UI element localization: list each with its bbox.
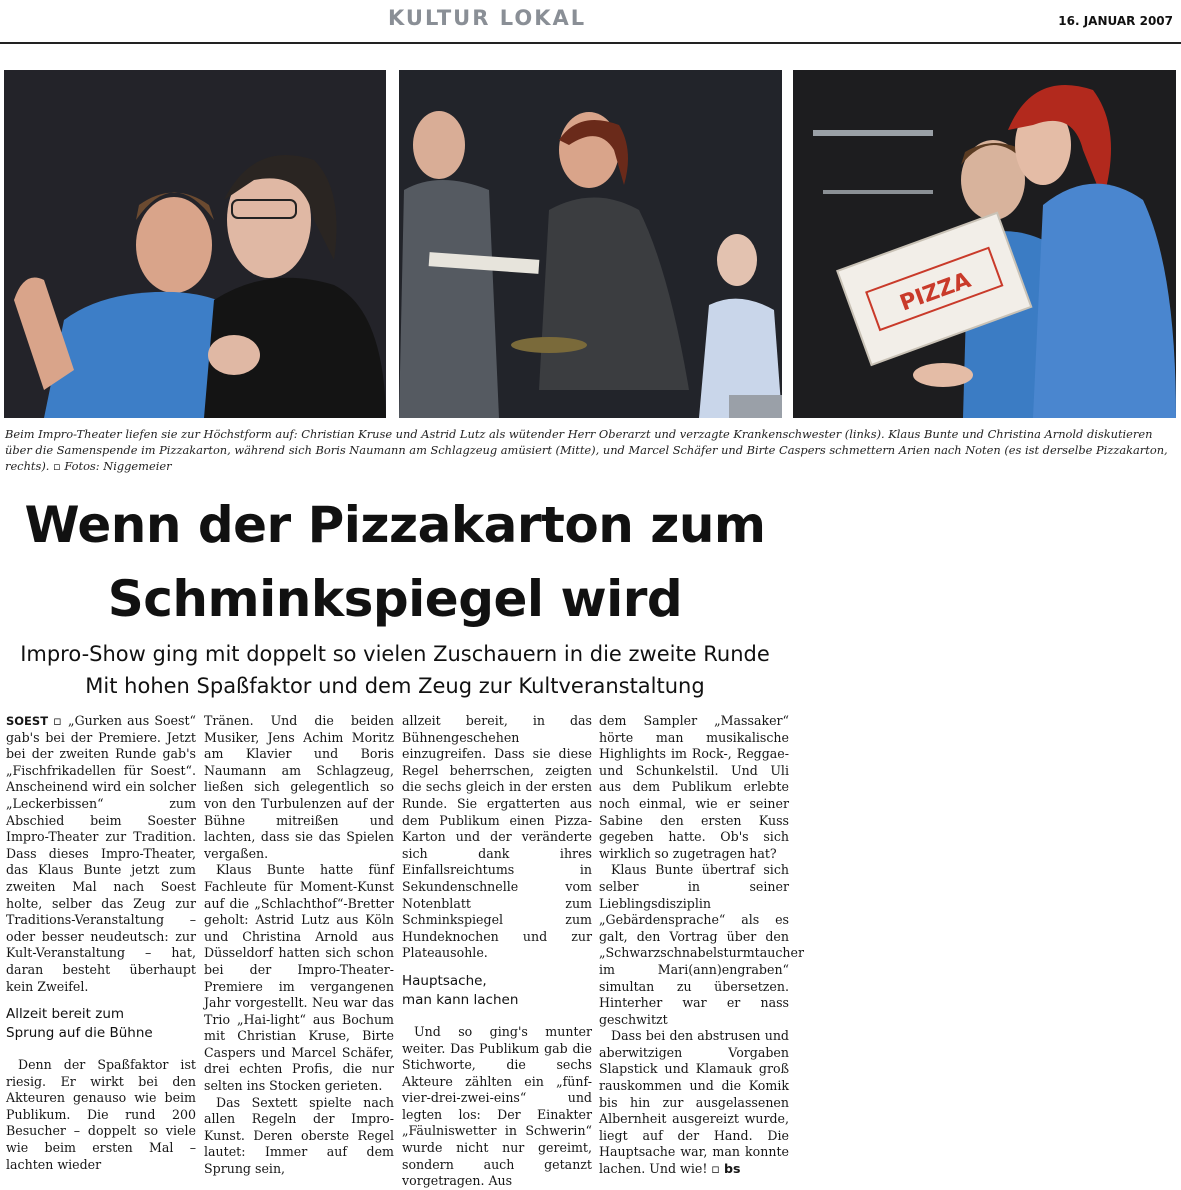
article-paragraph: Tränen. Und die beiden Musiker, Jens Achim Moritz am Klavier und Boris Naumann am Schlagzeug, ließen sich gelegentlich so von den Turbulenzen auf der Bühne mitreißen und lachten, dass sie das Spielen vergaßen. bbox=[204, 713, 394, 861]
photo-caption bbox=[5, 426, 1171, 474]
article-paragraph: Und so ging's munter weiter. Das Publikum gab die Stichworte, die sechs Akteure zählten ein „fünf-vier-drei-zwei-eins“ und legten los: Der Einakter „Fäulniswetter in Schwerin“ wurde nicht nur gereimt, sondern auch getanzt vorgetragen. Aus bbox=[402, 1023, 592, 1189]
crosshead-1 bbox=[6, 1005, 196, 1043]
article-column-3 bbox=[402, 713, 592, 1190]
photo-middle bbox=[399, 70, 782, 418]
author-signature: bs bbox=[723, 1161, 741, 1177]
page-header bbox=[0, 0, 1181, 44]
issue-date: 16. JANUAR 2007 bbox=[1058, 14, 1173, 28]
article-paragraph: Klaus Bunte übertraf sich selber in seiner Lieblingsdisziplin „Gebärdensprache“ als es galt, den Vortrag über den „Schwarzschnabelsturmtaucher im Mari(ann)engraben“ simultan zu übersetzen. Hinterher war er nass geschwitzt bbox=[599, 862, 804, 1027]
article-paragraph: Denn der Spaßfaktor ist riesig. Er wirkt bei den Akteuren genauso wie beim Publikum. Die rund 200 Besucher – doppelt so viele wie beim ersten Mal – lachten wieder bbox=[6, 1057, 196, 1172]
photo-left bbox=[4, 70, 386, 418]
signature-marker: ▫ bbox=[711, 1161, 720, 1177]
paragraph-text: „Gurken aus Soest“ gab's bei der Premiere. Jetzt bei der zweiten Runde gab's „Fischfrikadellen für Soest“. Anscheinend wird ein solcher „Leckerbissen“ zum Abschied beim Soester Impro-Theater zur Tradition. Dass dieses Impro-Theater, das Klaus Bunte jetzt zum zweiten Mal nach Soest holte, selber das Zeug zur Traditions-Veranstaltung – oder besser neudeutsch: zur Kult-Veranstaltung – hat, daran besteht überhaupt kein Zweifel. bbox=[6, 713, 196, 994]
article-column-1 bbox=[6, 713, 196, 1173]
subheadline-line-1: Impro-Show ging mit doppelt so vielen Zuschauern in die zweite Runde bbox=[20, 642, 770, 666]
article-column-4 bbox=[599, 713, 804, 1178]
headline bbox=[0, 488, 790, 636]
article-paragraph bbox=[599, 1028, 789, 1177]
crosshead-line: Allzeit bereit zum bbox=[6, 1006, 125, 1023]
crosshead-line: Sprung auf die Bühne bbox=[6, 1025, 153, 1042]
caption-text: Beim Impro-Theater liefen sie zur Höchstform auf: Christian Kruse und Astrid Lutz als wütender Herr Oberarzt und verzagte Krankenschwester (links). Klaus Bunte und Christina Arnold diskutieren über die Samenspende im Pizzakarton, während sich Boris Naumann am Schlagzeug amüsiert (Mitte), und Marcel Schäfer und Birte Caspers schmettern Arien nach Noten (es ist derselbe Pizzakarton, rechts). bbox=[5, 427, 1168, 473]
crosshead-line: man kann lachen bbox=[402, 991, 519, 1008]
article-paragraph: dem Sampler „Massaker“ hörte man musikalische Highlights im Rock-, Reggae- und Schunkelstil. Und Uli aus dem Publikum erlebte noch einmal, wie er seiner Sabine den ersten Kuss gegeben hatte. Ob's sich wirklich so zugetragen hat? bbox=[599, 713, 789, 861]
section-rubric: KULTUR LOKAL bbox=[388, 6, 587, 30]
photo-credit: Fotos: Niggemeier bbox=[64, 459, 172, 473]
photo-right bbox=[793, 70, 1176, 418]
headline-line-1: Wenn der Pizzakarton zum bbox=[24, 496, 766, 554]
subheadline bbox=[0, 638, 790, 702]
pizza-box-label: PIZZA bbox=[896, 267, 975, 317]
dateline: SOEST bbox=[6, 714, 49, 728]
article-paragraph: allzeit bereit, in das Bühnengeschehen einzugreifen. Dass sie diese Regel beherrschen, zeigten die sechs gleich in der ersten Runde. Sie ergatterten aus dem Publikum einen Pizza-Karton und der veränderte sich dank ihres Einfallsreichtums in Sekundenschnelle vom Notenblatt zum Schminkspiegel zum Hundeknochen und zur Plateausohle. bbox=[402, 713, 592, 961]
article-paragraph bbox=[6, 713, 196, 995]
article-paragraph: Klaus Bunte hatte fünf Fachleute für Moment-Kunst auf die „Schlachthof“-Bretter geholt: Astrid Lutz aus Köln und Christina Arnold aus Düsseldorf hatten sich schon bei der Impro-Theater-Premiere im vergangenen Jahr vorgestellt. Neu war das Trio „Hai-light“ aus Bochum mit Christian Kruse, Birte Caspers und Marcel Schäfer, drei echten Profis, die nur selten ins Stocken gerieten. bbox=[204, 862, 394, 1094]
caption-credit-separator: ▫ bbox=[53, 459, 65, 473]
crosshead-2 bbox=[402, 972, 592, 1010]
paragraph-text: Dass bei den abstrusen und aberwitzigen Vorgaben Slapstick und Klamauk groß rauskommen und die Komik bis hin zur ausgelassenen Albernheit ausgereizt wurde, liegt auf der Hand. Die Hauptsache war, man konnte lachen. Und wie! bbox=[599, 1028, 789, 1177]
article-column-2 bbox=[204, 713, 394, 1178]
dateline-marker: ▫ bbox=[53, 713, 63, 728]
headline-line-2: Schminkspiegel wird bbox=[107, 570, 683, 628]
crosshead-line: Hauptsache, bbox=[402, 972, 487, 989]
article-paragraph: Das Sextett spielte nach allen Regeln der Impro-Kunst. Deren oberste Regel lautet: Immer auf dem Sprung sein, bbox=[204, 1094, 394, 1177]
subheadline-line-2: Mit hohen Spaßfaktor und dem Zeug zur Kultveranstaltung bbox=[85, 674, 705, 698]
